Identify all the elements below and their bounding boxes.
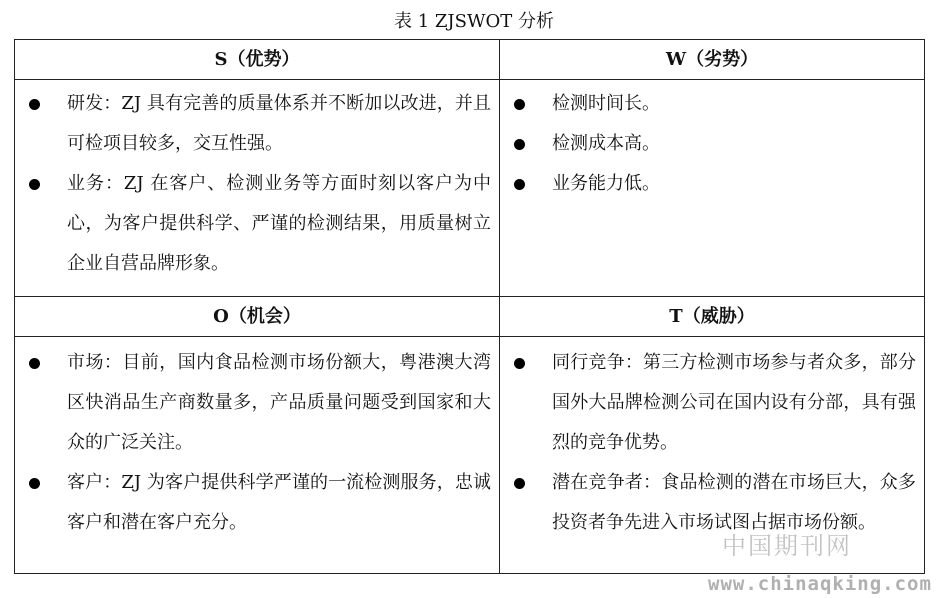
opportunity-item-text: 市场：目前，国内食品检测市场份额大，粤港澳大湾区快消品生产商数量多，产品质量问题受到国家和大众的广泛关注。	[67, 352, 491, 453]
bullet-icon	[29, 358, 40, 369]
list-item	[500, 124, 924, 164]
strengths-header: S（优势）	[15, 40, 500, 80]
weaknesses-header: W（劣势）	[500, 40, 925, 80]
weaknesses-list	[500, 80, 924, 204]
opportunity-item-text: 客户：ZJ 为客户提供科学严谨的一流检测服务，忠诚客户和潜在客户充分。	[67, 472, 491, 533]
list-item	[15, 164, 499, 284]
threats-header: T（威胁）	[500, 297, 925, 337]
list-item	[500, 463, 924, 543]
watermark-logo-text: 中国期刊网	[722, 532, 852, 560]
swot-table	[14, 39, 925, 574]
threats-list	[500, 337, 924, 543]
bullet-icon	[514, 358, 525, 369]
watermark-url: www.chinaqking.com	[708, 573, 932, 595]
bullet-icon	[514, 478, 525, 489]
strength-item-text: 业务：ZJ 在客户、检测业务等方面时刻以客户为中心，为客户提供科学、严谨的检测结果，用质量树立企业自营品牌形象。	[67, 173, 491, 274]
bullet-icon	[514, 99, 525, 110]
strengths-list	[15, 80, 499, 284]
list-item	[500, 84, 924, 124]
content-row-bottom	[15, 337, 925, 574]
bullet-icon	[29, 478, 40, 489]
threat-item-text: 潜在竞争者：食品检测的潜在市场巨大，众多投资者争先进入市场试图占据市场份额。	[552, 472, 916, 533]
list-item	[500, 343, 924, 463]
opportunities-list	[15, 337, 499, 543]
header-row-bottom	[15, 297, 925, 337]
list-item	[15, 84, 499, 164]
weakness-item-text: 业务能力低。	[552, 173, 660, 194]
threats-cell	[500, 337, 925, 574]
bullet-icon	[514, 139, 525, 150]
table-caption: 表 1 ZJSWOT 分析	[394, 11, 554, 32]
content-row-top	[15, 80, 925, 297]
bullet-icon	[29, 99, 40, 110]
weaknesses-cell	[500, 80, 925, 297]
list-item	[15, 463, 499, 543]
bullet-icon	[29, 179, 40, 190]
opportunities-cell	[15, 337, 500, 574]
opportunities-header: O（机会）	[15, 297, 500, 337]
list-item	[15, 343, 499, 463]
header-row-top	[15, 40, 925, 80]
strengths-cell	[15, 80, 500, 297]
threat-item-text: 同行竞争：第三方检测市场参与者众多，部分国外大品牌检测公司在国内设有分部，具有强烈的竞争优势。	[552, 352, 916, 453]
weakness-item-text: 检测成本高。	[552, 133, 660, 154]
bullet-icon	[514, 179, 525, 190]
strength-item-text: 研发：ZJ 具有完善的质量体系并不断加以改进，并且可检项目较多，交互性强。	[67, 93, 491, 154]
list-item	[500, 164, 924, 204]
weakness-item-text: 检测时间长。	[552, 93, 660, 114]
